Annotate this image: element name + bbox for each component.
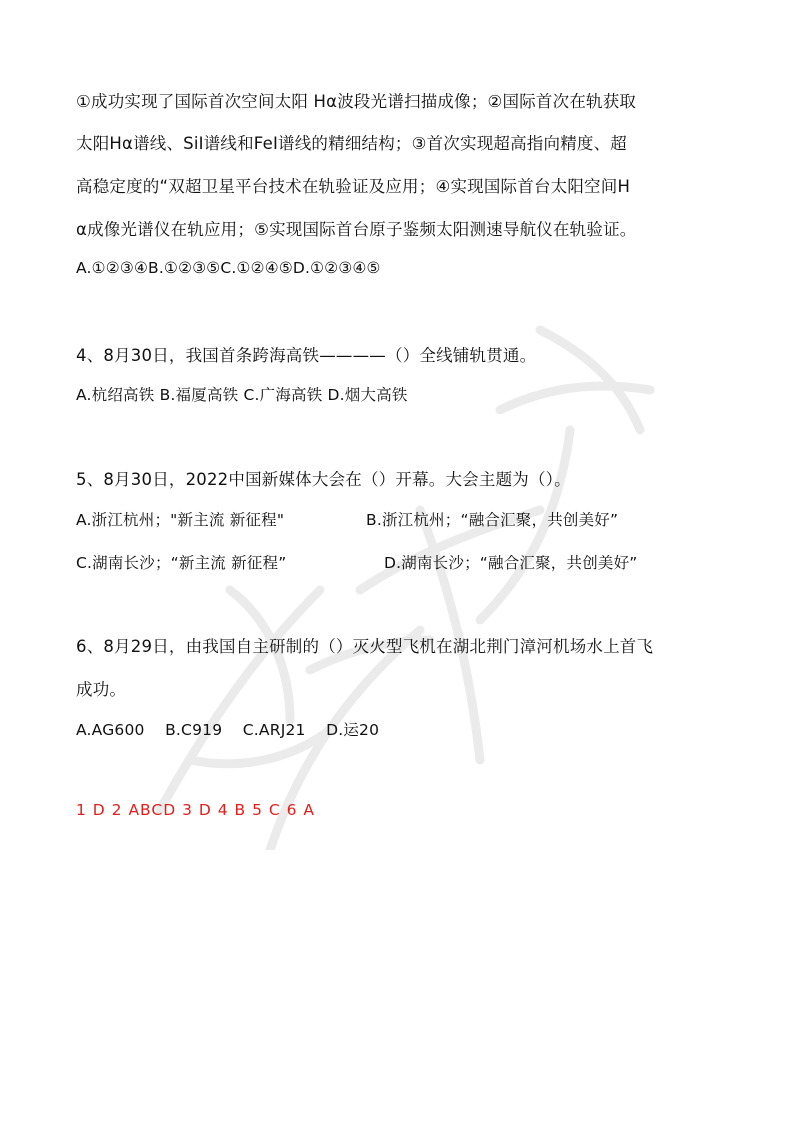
q5-stem: 5、8月30日，2022中国新媒体大会在（）开幕。大会主题为（）。 xyxy=(76,470,571,489)
answer-key: 1 D 2 ABCD 3 D 4 B 5 C 6 A xyxy=(76,801,316,819)
q3-items-line-4: α成像光谱仪在轨应用；⑤实现国际首台原子鉴频太阳测速导航仪在轨验证。 xyxy=(76,220,637,239)
q5-option-b: B.浙江杭州；“融合汇聚，共创美好” xyxy=(366,511,619,529)
q5-option-c: C.湖南长沙；“新主流 新征程” xyxy=(76,554,287,572)
q3-items-line-1: ①成功实现了国际首次空间太阳 Hα波段光谱扫描成像；②国际首次在轨获取 xyxy=(76,92,637,111)
q3-options: A.①②③④B.①②③⑤C.①②④⑤D.①②③④⑤ xyxy=(76,259,381,277)
q6-options: A.AG600 B.C919 C.ARJ21 D.运20 xyxy=(76,721,380,739)
q4-stem: 4、8月30日，我国首条跨海高铁————（）全线铺轨贯通。 xyxy=(76,346,537,365)
q3-items-line-2: 太阳Hα谱线、SiⅠ谱线和FeⅠ谱线的精细结构；③首次实现超高指向精度、超 xyxy=(76,134,628,153)
q6-stem-line-2: 成功。 xyxy=(76,680,127,699)
q5-option-d: D.湖南长沙；“融合汇聚，共创美好” xyxy=(384,554,638,572)
q5-option-a: A.浙江杭州；"新主流 新征程" xyxy=(76,511,285,529)
q3-items-line-3: 高稳定度的“双超卫星平台技术在轨验证及应用；④实现国际首台太阳空间H xyxy=(76,177,631,196)
q4-options: A.杭绍高铁 B.福厦高铁 C.广海高铁 D.烟大高铁 xyxy=(76,386,408,404)
q6-stem-line-1: 6、8月29日，由我国自主研制的（）灭火型飞机在湖北荆门漳河机场水上首飞 xyxy=(76,637,654,656)
